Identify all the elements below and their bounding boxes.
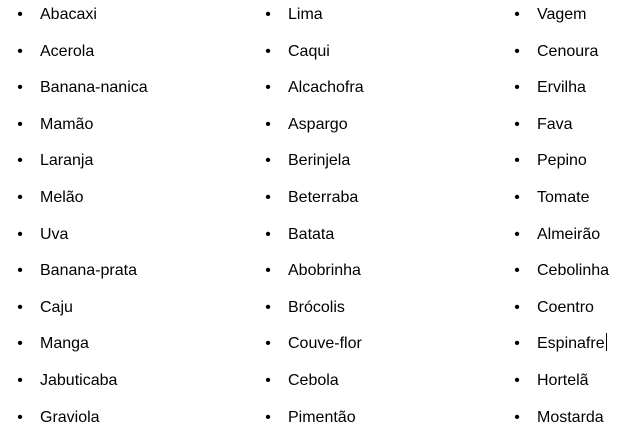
list-item-label: Coentro <box>537 298 594 316</box>
list-item[interactable] <box>262 220 462 257</box>
list-item[interactable] <box>262 146 462 183</box>
bullet-icon: • <box>514 152 520 170</box>
list-item-label: Jabuticaba <box>40 371 118 389</box>
bullet-icon: • <box>514 298 520 316</box>
bullet-icon: • <box>265 188 271 206</box>
list-item-label: Couve-flor <box>288 335 362 353</box>
list-item[interactable] <box>14 366 214 403</box>
bullet-icon: • <box>514 79 520 97</box>
list-item-label: Ervilha <box>537 79 586 97</box>
bullet-icon: • <box>17 188 23 206</box>
bullet-icon: • <box>17 298 23 316</box>
list-item-label: Banana-prata <box>40 262 137 280</box>
bullet-icon: • <box>265 262 271 280</box>
list-item[interactable] <box>262 0 462 37</box>
list-item[interactable] <box>14 183 214 220</box>
list-item[interactable] <box>262 110 462 147</box>
list-item-label: Abacaxi <box>40 6 97 23</box>
bullet-icon: • <box>265 42 271 60</box>
list-item-label: Mamão <box>40 115 94 133</box>
bullet-list-column-3 <box>511 0 620 439</box>
bullet-icon: • <box>265 115 271 133</box>
list-item[interactable] <box>511 220 620 257</box>
bullet-icon: • <box>17 79 23 97</box>
list-item[interactable] <box>14 256 214 293</box>
list-item[interactable] <box>262 37 462 74</box>
list-item[interactable] <box>511 403 620 439</box>
bullet-icon: • <box>514 262 520 280</box>
list-item-label: Laranja <box>40 152 94 170</box>
bullet-icon: • <box>17 408 23 426</box>
list-item-label: Vagem <box>537 6 587 23</box>
bullet-icon: • <box>514 6 520 23</box>
list-item[interactable] <box>511 73 620 110</box>
list-item-label: Graviola <box>40 408 100 426</box>
bullet-icon: • <box>17 262 23 280</box>
list-item-label: Batata <box>288 225 335 243</box>
bullet-icon: • <box>514 408 520 426</box>
bullet-icon: • <box>514 42 520 60</box>
list-item[interactable] <box>262 293 462 330</box>
list-item[interactable] <box>511 183 620 220</box>
bullet-icon: • <box>265 371 271 389</box>
list-item[interactable] <box>14 293 214 330</box>
bullet-icon: • <box>265 298 271 316</box>
bullet-icon: • <box>17 225 23 243</box>
list-item-label: Espinafre <box>537 329 607 359</box>
list-item[interactable] <box>511 293 620 330</box>
list-item[interactable] <box>14 37 214 74</box>
list-item[interactable] <box>511 366 620 403</box>
list-item-label: Aspargo <box>288 115 348 133</box>
bullet-icon: • <box>514 225 520 243</box>
list-item[interactable] <box>262 256 462 293</box>
list-item-label: Cebolinha <box>537 262 610 280</box>
list-item[interactable] <box>14 73 214 110</box>
list-item[interactable] <box>14 220 214 257</box>
list-item-label: Lima <box>288 6 323 23</box>
list-item-label: Caju <box>40 298 73 316</box>
bullet-icon: • <box>265 79 271 97</box>
bullet-icon: • <box>514 335 520 353</box>
bullet-icon: • <box>514 371 520 389</box>
bullet-icon: • <box>265 335 271 353</box>
list-item-label: Mostarda <box>537 408 604 426</box>
bullet-icon: • <box>17 42 23 60</box>
list-item-label: Banana-nanica <box>40 79 148 97</box>
list-item-label: Berinjela <box>288 152 351 170</box>
list-item[interactable] <box>14 0 214 37</box>
bullet-icon: • <box>17 152 23 170</box>
bullet-icon: • <box>17 371 23 389</box>
bullet-icon: • <box>514 188 520 206</box>
list-item-label: Caqui <box>288 42 330 60</box>
list-item-label: Tomate <box>537 188 590 206</box>
bullet-icon: • <box>514 115 520 133</box>
list-item-label: Abobrinha <box>288 262 361 280</box>
list-item-label: Uva <box>40 225 69 243</box>
list-item-label: Pepino <box>537 152 587 170</box>
list-item[interactable] <box>262 403 462 439</box>
list-item[interactable] <box>511 110 620 147</box>
list-item-label: Fava <box>537 115 573 133</box>
list-item[interactable] <box>262 73 462 110</box>
list-item[interactable] <box>14 329 214 366</box>
list-item[interactable] <box>262 183 462 220</box>
bullet-list-column-1 <box>14 0 214 439</box>
list-item-label: Cenoura <box>537 42 599 60</box>
list-item-label: Brócolis <box>288 298 345 316</box>
list-item[interactable] <box>262 329 462 366</box>
list-item-label: Pimentão <box>288 408 356 426</box>
bullet-icon: • <box>265 225 271 243</box>
list-item[interactable] <box>511 146 620 183</box>
list-item-label: Manga <box>40 335 89 353</box>
list-item[interactable] <box>511 256 620 293</box>
list-item-label: Alcachofra <box>288 79 364 97</box>
list-item-label: Cebola <box>288 371 339 389</box>
list-item[interactable] <box>511 329 620 366</box>
list-item[interactable] <box>511 37 620 74</box>
list-item-label: Beterraba <box>288 188 359 206</box>
bullet-icon: • <box>17 335 23 353</box>
bullet-icon: • <box>265 408 271 426</box>
bullet-icon: • <box>17 6 23 23</box>
list-item[interactable] <box>511 0 620 37</box>
list-item-label: Almeirão <box>537 225 601 243</box>
bullet-list-column-2 <box>262 0 462 439</box>
bullet-icon: • <box>17 115 23 133</box>
list-item-label: Acerola <box>40 42 95 60</box>
list-item[interactable] <box>14 146 214 183</box>
list-item[interactable] <box>262 366 462 403</box>
bullet-icon: • <box>265 152 271 170</box>
list-item-label: Melão <box>40 188 84 206</box>
list-item[interactable] <box>14 110 214 147</box>
list-item-label: Hortelã <box>537 371 589 389</box>
bullet-icon: • <box>265 6 271 23</box>
list-item[interactable] <box>14 403 214 439</box>
